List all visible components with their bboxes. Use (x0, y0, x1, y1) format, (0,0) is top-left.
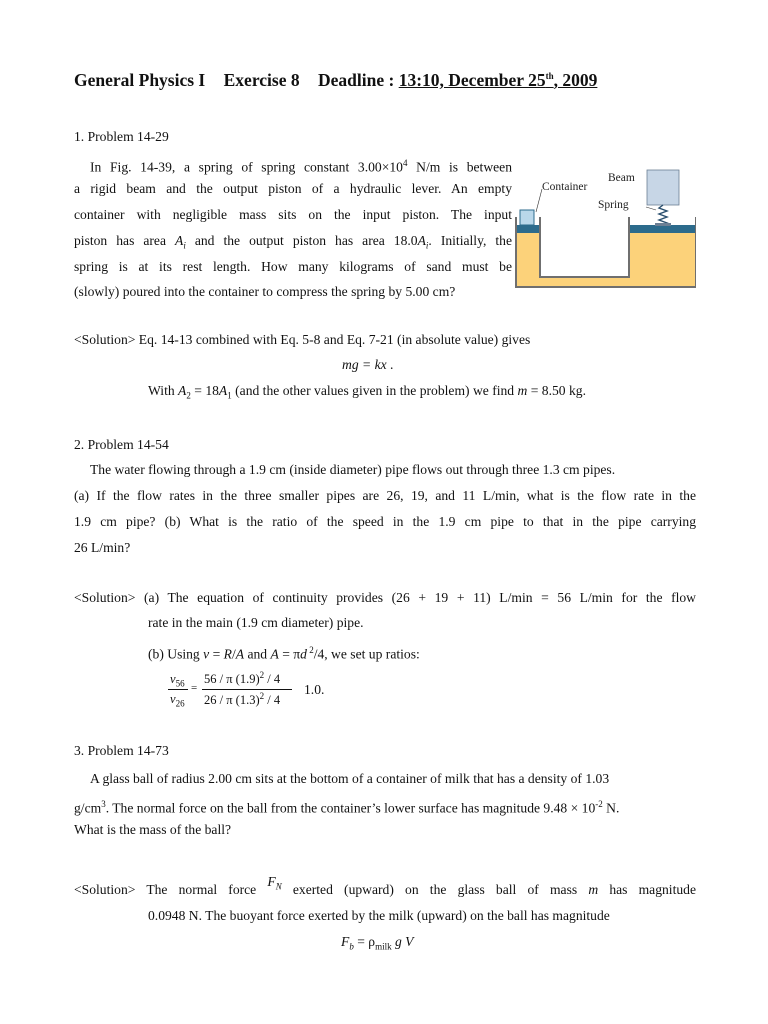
problem-2-heading: 2. Problem 14-54 (74, 437, 169, 452)
input-piston (517, 225, 539, 233)
p1-solution-line-2: With $A_2 = 18A_1$ (and the other values given in the problem) we find m = 8.50 kg. (148, 383, 586, 401)
p3-equation: $F_b = \rho_{milk}$ g V (341, 934, 414, 952)
p1-equation: mg = kx . (342, 357, 394, 372)
course-name: General Physics I (74, 70, 206, 90)
p3-text-line-2: $g/cm^3$. The normal force on the ball from the container’s lower surface has magnitude $9.48 \times 10^{-2}$ N. (74, 799, 620, 816)
page-title (74, 70, 597, 91)
p1-text-line-6: (slowly) poured into the container to compress the spring by 5.00 cm? (74, 284, 456, 299)
ratio-rhs-bar (202, 689, 292, 690)
hydraulic-lever-figure (514, 165, 696, 295)
output-piston (630, 225, 695, 233)
p2-solution-line-2: rate in the main (1.9 cm diameter) pipe. (148, 615, 364, 630)
beam-shape (647, 170, 679, 205)
ratio-rhs-numerator: 56 / π $(1.9)^2 / 4$ (204, 670, 281, 687)
p3-solution-line-1: <Solution> The normal force $F_N$ exerted (upward) on the glass ball of mass m has magnitude (74, 874, 696, 897)
p3-text-line-3: What is the mass of the ball? (74, 822, 232, 837)
ratio-equals: = (191, 682, 198, 694)
figure-label-beam: Beam (608, 172, 635, 184)
deadline-label: Deadline : (317, 70, 399, 90)
problem-3-heading: 3. Problem 14-73 (74, 743, 169, 758)
figure-label-spring: Spring (598, 199, 629, 211)
p1-solution-line-1: <Solution> Eq. 14-13 combined with Eq. 5-8 and Eq. 7-21 (in absolute value) gives (74, 332, 531, 347)
p1-text-line-4: piston has area $A_i$ and the output piston has area $18.0A_i$. Initially, the (74, 233, 512, 251)
ratio-lhs-bar (168, 689, 188, 690)
ratio-rhs-denominator: 26 / π $(1.3)^2 / 4$ (204, 691, 281, 708)
container-shape (520, 210, 534, 225)
figure-label-container: Container (542, 181, 588, 193)
p3-solution-line-2: 0.0948 N. The buoyant force exerted by the milk (upward) on the ball has magnitude (148, 908, 610, 923)
p1-text-line-1: In Fig. 14-39, a spring of spring constant $3.00\times 10^4$ N/m is between (90, 158, 513, 175)
p1-text-line-5: spring is at its rest length. How many kilograms of sand must be (74, 259, 512, 274)
p2-text-line-4: 26 L/min? (74, 540, 131, 555)
p2-text-line-1: The water flowing through a 1.9 cm (inside diameter) pipe flows out through three 1.3 cm pipes. (90, 462, 616, 477)
spring-coil (659, 205, 667, 225)
ratio-lhs-denominator: $v_{26}$ (170, 692, 185, 709)
problem-1-heading: 1. Problem 14-29 (74, 129, 169, 144)
p2-solution-line-1: <Solution> (a) The equation of continuity provides (26 + 19 + 11) L/min = 56 L/min for the flow (74, 590, 696, 605)
p1-text-line-2: a rigid beam and the output piston of a hydraulic lever. An empty (74, 181, 512, 196)
p1-text-line-3: container with negligible mass sits on the input piston. The input (74, 207, 512, 222)
p2-text-line-3: 1.9 cm pipe? (b) What is the ratio of the speed in the 1.9 cm pipe to that in the pipe carrying (74, 514, 696, 529)
p2-solution-line-3: (b) Using v = R/A and A = πd $^2$/4, we set up ratios: (148, 645, 420, 662)
ratio-result: 1.0. (304, 682, 325, 697)
exercise-number: Exercise 8 (223, 70, 300, 90)
deadline-value: 13:10, December 25th, 2009 (398, 70, 598, 90)
p2-text-line-2: (a) If the flow rates in the three smaller pipes are 26, 19, and 11 L/min, what is the flow rate in the (74, 488, 696, 503)
p3-text-line-1: A glass ball of radius 2.00 cm sits at the bottom of a container of milk that has a density of 1.03 (90, 771, 610, 786)
ratio-lhs-numerator: $v_{56}$ (170, 672, 185, 689)
